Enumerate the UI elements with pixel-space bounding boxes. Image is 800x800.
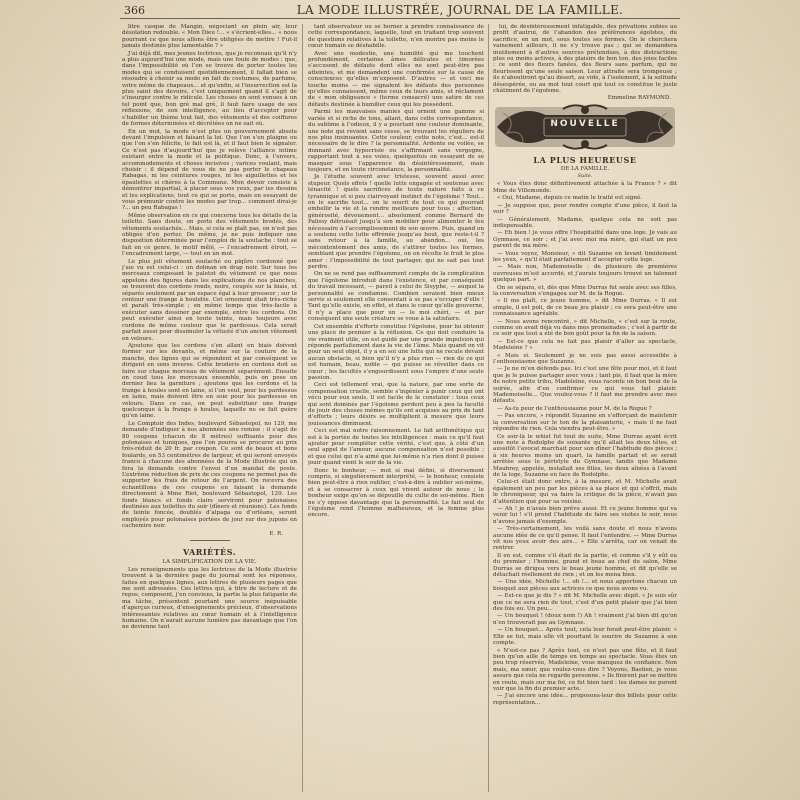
- nouvelle-banner: [493, 103, 677, 151]
- paragraph: « Vous êtes donc définitivement attachée à la France ? » dit Mme de Villemonde.: [493, 181, 677, 194]
- paragraph: On ne se rend pas suffisamment compte de la complication que l’égoïsme introduit dans l’existence, et par conséquent du travail incessant, — pareil à celui de Sisyphe, — auquel la personnalité se condamne. Combien seraient bien mieux servis si seulement elle consentait à se pas s’occuper d’elle ! Tant qu’elle existe, en effet, et dans le cœur qu’elle gouverne, il n’y a place que pour un — le moi chéri, — et par conséquent une seule créature se voue à la satisfaire.: [308, 271, 484, 323]
- paragraph: — J’ai encore une idée... proposons-leur des billets pour cette représentation...: [493, 693, 677, 706]
- paragraph: — Eh bien ! je vous offre l’hospitalité dans une loge. Je vais au Gymnase, ce soir ; et j’ai avec moi ma mère, qui était un peu parent de ma mère.: [493, 230, 677, 250]
- paragraph: « Oui, Madame, depuis ce matin le traité est signé.: [497, 195, 643, 202]
- page-header: [0, 0, 800, 22]
- paragraph: Ceci est tellement vrai, que la nature, par une sorte de compensation cruelle, semble s’ingénier à punir ceux qui ont vécu pour eux seuls. Il est facile de le constater : tous ceux qui sont dominés par l’égoïsme perdent peu à peu la faculté de jouir des choses mêmes qu’ils ont acquises au prix de tant d’efforts ; leurs désirs se multiplient à mesure que leurs jouissances diminuent.: [308, 382, 484, 427]
- varietes-subtitle: LA SIMPLIFICATION DE LA VIE.: [162, 558, 257, 565]
- paragraph: — Une idée, Michelle !... oh !... et nous apportons chacun un bouquet aux pièces aux actrices ce que nous avons vu.: [493, 579, 677, 592]
- paragraph: — Mais non, Mademoiselle ; de plusieurs de premières ouvreuses m’est accordé, et j’aurais toujours trouvé un talonnet quelque part. »: [493, 264, 677, 284]
- left-column: [122, 24, 297, 794]
- story-title: LA PLUS HEUREUSE: [533, 155, 637, 166]
- varietes-text: [122, 567, 297, 631]
- varietes-title: VARIÉTÉS.: [182, 546, 237, 557]
- right-column: [493, 24, 677, 794]
- article-signature: Emmeline RAYMOND.: [607, 95, 671, 102]
- story-subtitle: DE LA FAMILLE.: [560, 166, 610, 173]
- paragraph: — Je suppose que, pour rendre compte d’une pièce, il faut la voir ?: [493, 202, 677, 216]
- paragraph: tant observateur ou se borner à prendre connaissance de cette correspondance, laquelle, tout en traitant trop souvent de questions relatives à la toilette, n’en montre pas moins le cœur humain se déshabille.: [308, 24, 484, 50]
- journal-title: LA MODE ILLUSTRÉE, JOURNAL DE LA FAMILLE.: [296, 3, 624, 17]
- paragraph: En un mot, la mode n’est plus un gouvernement absolu devant l’impulsion et faisant la loi. Que l’on s’en plaigne ou que l’on s’en félicite, le fait est là, et il faut bien le signaler. Ce n’est pas d’aujourd’hui que je relève l’alliance intime existant entre la mode et la politique. Donc, à l’envers, accommodements et choses incisives ; varices voulant, mais choisir : il dépend de vous de ne pas porter le chapeau Rabagas, ni les ceintures rouges, ni les aiguillettes et les épaulettes si chères à la Commune. Mon devoir consiste à démontrer impartial, à placer sous vos yeux, par les dessins et les explications, tout ce qui se porte, mais en essayant de vous prémunir contre les modes par trop... comment dirai-je ?... un peu Rabagas !: [122, 128, 297, 212]
- paragraph: — Un bouquet ! (doux nom !) Ah ! vraiment j’ai bien dit qu’on n’en trouverait pas au Gymnase.: [493, 613, 677, 626]
- paragraph: « N’est-ce pas ? Après tout, ce n’est pas une fête, et il faut bien qu’on aille de temps en temps au spectacle. Vous êtes un peu trop réservée, Madeleine, vous manquez de confiance. Non mais, ma sœur, que voulez-vous dire ? Voyons, Bastien, je vous assure que cela ne regarde personne. » Ils finirent par se mettre en route, mais sur ma foi, ce fut bien tard : les dames ne purent voir que la fin du premier acte.: [493, 647, 677, 692]
- left-column-text: [122, 24, 297, 530]
- paragraph: — Très-certainement, les voilà sans doute et nous n’avons aucune idée de ce qu’il pense. Il faut l’entendre. — Mme Durras vit nos yeux avoir des airs... » Elle s’arrêta, car on venait de rentrer.: [493, 526, 677, 552]
- paragraph: Ce soir-là le whist fut tout de suite, Mme Durras ayant écrit une note à Rodolphe de soixante qu’il allait les deux têtes, et aussitôt l’avocat marchait pour son dîner l’habitude des pièces ; à six heures moins un quart, la famille partait et se serait arrêtée sous le péristyle du Gymnase, tandis que Madame Maubrey, appelée, installait ses filles, les deux aînées à l’avant de la loge, Suzanne en face de Rodolphe.: [493, 433, 677, 478]
- middle-column: [308, 24, 484, 794]
- paragraph: « Mais si. Seulement je ne suis pas aussi accessible à l’enthousiasme que Suzanne.: [493, 352, 677, 366]
- paragraph: — As-tu peur de l’enthousiasme pour M. de la Rogue ?: [497, 405, 652, 412]
- paragraph: lui, de désintéressement infatigable, des privations subies au profit d’autrui, de l’abandon des préférences égoïstes, du sacrifice, en un mot, sous toutes ses formes. On le cherchera vainement ailleurs, il ne s’y trouve pas ; qui se demandera inutilement à d’autres sources prétendues, à des distractions plus ou moins actives, à des plaisirs de bon ton, des joies faciles : ce sont des fleurs fanées, des fleurs sans parfum, qui ne fleurissent qu’une seule saison. Leur attraite sera trompeuse ; ils n’aboutiront qu’au désert, au vide, à l’isolement, à la solitude désespérée, ou au mot tout court qui tout ce constitue le juste châtiment de l’égoïsme.: [493, 24, 677, 95]
- paragraph: Cet ensemble d’efforts constitue l’égoïsme, pour lui obtenir une place de premier à la réflexion. Ce qui doit conduire la vie vraiment utile, on est guidé par une grande impulsion qui réponde parfaitement dans la vie de l’âme. Mais quand on vit pour un seul objet, il y a en soi une lutte qui ne recule devant aucun obstacle, si bien qu’il n’y a plus rien — rien de ce qui est humain, beau, noble — qui puisse se réveiller dans ce cœur ; les facultés s’engourdissent sous l’empire d’une seule passion.: [308, 323, 484, 381]
- story-suite-label: Suite.: [577, 173, 593, 180]
- paragraph: Ceci est mal notre raisonnement. Le fait arithmétique qui est à la portée de toutes les intelligences : mais ce qu’il faut ajouter pour compléter cette vérité, c’est que, à côté d’un seul appel de l’amour, aucune compensation n’est possible ; et que celui qui n’a aimé que lui-même n’a rien dont il puisse jouir quand vient le soir de la vie.: [308, 428, 484, 467]
- paragraph: — Est-ce que cela ne fait pas plaisir d’aller au spectacle, Madeleine ? »: [493, 338, 677, 352]
- paragraph: Je l’étudie souvent avec tristesse, souvent aussi avec stupeur. Quels effets ! quelle lutte engagée et soutenue avec ténacité ! quels sacrifices de toute nature faits à ce tyrannique et si peu clairvoyant instinct de l’égoïsme ! Tout... on le sacrifie tout... on le sourit de tout ce qui pourrait embellir la vie et la rendre meilleure pour tous : affection, générosité, dévouement... absolument comme Bernard de Palissy détruisait jusqu’à son mobilier pour alimenter le feu nécessaire à l’accomplissement de son œuvre. Puis, quand on a soutenu cette lutte effrénée jusqu’au bout, que reste-t-il ? sans retour à la famille, au abandon... oui, les mécontentement des amis, de s’attirer toutes les formes, semblant que prendre l’égoïsme, on en récolte le fruit le plus amer : l’impossibilité de tout partager, qui ne sait pas tout perdre.: [308, 174, 484, 271]
- paragraph: Il en est, comme s’il était de la partie, et comme s’il y eût eu du premier ; l’homme, grand et beau au chef du salon, Mme Durras se dirigea vers le beau jeune homme, et dit qu’elle se détachait réellement de rien ; et on les mena bien.: [493, 552, 677, 579]
- paragraph: Celui-ci était donc entre, à la mesure, et M. Michelle avait également un peu par les pièces à sa place et qui s’offrit, mais le chroniqueur, qui va faire la critique de la pièce, n’avait pas d’attention que pour sa voisine.: [493, 479, 677, 505]
- paragraph: Ajoutons que les cordons s’en allant en biais doivent former sur les devants, et même sur la couture de la manche, des lignes qui se répondent et par conséquent se dirigent en sens inverse. Cette broderie en cordons doit se faire sur chaque morceau de vêtement séparément. Ensuite on coud tous les morceaux ensemble, puis on pose en dernier lieu la garniture ; ajoutons que les cordons et la frange à houles sont en laine, si l’on veut, pour les pardessus en laine, mais doivent être en soie pour les pardessus en velours. Dans ce cas, on peut substituer une frange quelconque à la frange à houles, laquelle ne se fait guère qu’en laine.: [122, 342, 297, 420]
- paragraph: — Ah ! je n’avais bien prévu aussi. Et ce jeune homme qui va venir lui ! s’il prend l’habitude de faire ses visites le soir, nous n’avons jamais d’exemple.: [493, 505, 677, 525]
- paragraph: « Il me plaît, ce jeune homme, » dit Mme Durras. « Il est simple, il est poli, de ce beau jeu plaisir ; ce sera peut-être une connaissance agréable.: [493, 298, 677, 318]
- right-column-top-text: [493, 24, 677, 94]
- paragraph: — Généralement, Madame, quelque cela ne soit pas indispensable.: [493, 216, 677, 229]
- page-number: 366: [124, 4, 145, 17]
- paragraph: On se sépara, et, dès que Mme Durras fut seule avec ses filles, la conversation s’engagea sur M. de la Rogue.: [493, 284, 677, 297]
- paragraph: — Est-ce que je dis ? » dit M. Michelle avec dépit. « Je suis sûr que ce ne sera rien de tout, c’est d’un petit plaisir que j’ai bien des fois eu. Un peu...: [493, 593, 677, 613]
- column-divider: [302, 24, 303, 792]
- header-rule: [120, 18, 680, 19]
- column-divider: [488, 24, 489, 792]
- paragraph: — Je ne m’en défends pas. Ici c’est une fête pour moi, et il faut que je le puisse partager avec vous ; tant pis, il faut que la mère de notre petite tribu, Madeleine, vous raconte un bon bout de la soirée, afin d’en confirmer ce qui vous fait plaisir. Mademoiselle... Que voulez-vous ? il faut me prendre avec mes défauts.: [493, 366, 677, 405]
- paragraph: Les renseignements que les lectrices de la Mode illustrée trouvent à la dernière page du journal sont les réponses, faites en quelques lignes, aux lettres de plusieurs pages que me sont adressées. Ces lettres qui, à titre de lecture et de repos, composent, j’en conviens, la partie la plus fatigante de ma tâche, présentent pourtant une source inépuisable d’aperçus curieux, d’enseignements précieux, d’observations intéressantes relatives au cœur humain et à l’intelligence humaine. On n’aurait aucune lumière pas davantage que l’on ne devienne tant: [122, 566, 297, 631]
- paragraph: — Pas encore, » répondit Suzanne en s’efforçant de maintenir la conversation sur le ton de la plaisanterie, « mais il ne faut répondre de rien. Cela viendra peut-être. »: [493, 413, 677, 433]
- paragraph: Même observation en ce qui concerne tous les détails de la toilette. Sans doute, on porte des vêtements brodés, des vêtements soutachés... Mais, si cela se plaît pas, on n’est pas obligée d’en porter. De même, je ne puis indiquer une disposition déterminée pour l’emploi de la soutache : tout se fait en ce genre, le motif mêlé, — l’encadrement étroit, — l’encadrement large, — tout en un mot.: [122, 212, 297, 258]
- paragraph: — Un bouquet... Après tout, cela leur ferait peut-être plaisir. » Elle se tut, mais elle vit pourtant le sourire de Suzanne à son compte.: [493, 627, 677, 647]
- story-text: [493, 181, 677, 706]
- paragraph: Donc le bonheur, — mot si mal défini, si diversement compris, si singulièrement interprété, — le bonheur, consiste bien peut-être à rien oublier, c’est-à-dire à oublier soi-même, et à se consacrer à ceux qui vivent autour de nous ; le bonheur exige qu’on se dépouille du culte de soi-même. Rien ne s’y oppose davantage que la personnalité. Le fait seul de l’égoïsme rend l’homme malheureux, et la femme plus encore.: [308, 467, 484, 519]
- paragraph: Parmi les mauvaises manies qui ornent une gamme si variée et si riche de tons, allant, dans cette correspondance, du sublime à l’odieux, il y a pourtant une couleur dominante, une note qui revient sans cesse, se trouvant les réguliers de nos plus insinuantes. Cette couleur, cette note, c’est... est-il nécessaire de le dire ? la personnalité. Ardente ou voilée, se donnant avec hypocrisie ou s’affirmant sans vergogne, rapportant tout à ses voies, quelquefois on essayant de se masquer sous l’apparence du désintéressement, mais toujours, et en toute circonstance, la personnalité.: [308, 109, 484, 173]
- paragraph: Le plus joli vêtement soutaché ou piqûre cordonné que j’aie vu est celui-ci : un dolman en drap noir. Sur tous les morceaux composant le paletot du vêtement ce que nous appelons des figures dans les explications de nos planches, se trouvent des cordons ronds, noirs, coupés sur la biais, et séparés seulement par un espace égal à leur grosseur ; sur le contour une frange à houlette. Cet ornement était très-riche et paraît très-simple ; en même temps que très-facile à exécuter sans dessiner par exemple, entre les cordons. On peut exécuter ainsi en toute teinte, mais toujours avec cordons de même couleur que le pardessus. Cela serait parfait aussi pour dissimuler la vétusté d’un ancien vêtement en velours.: [122, 258, 297, 342]
- article-signature: E. R.: [269, 530, 283, 537]
- section-divider: [190, 540, 230, 541]
- paragraph: J’ai déjà dit, mes jeunes lectrices, que je reconnais qu’il n’y a plus aujourd’hui une mode, mais une foule de modes ; que, dans l’impossibilité où l’on se trouve de porter toutes les modes qui se conduisent quotidiennement, il fallait bien se résoudre à choisir sa mode en fait de costumes, de parfums, votre même de chapeaux... et qu’enfin, si l’insurrection est la plus saint des devoirs, c’est uniquement quand il s’agit de s’insurger contre le ridicule. Les choses en sont venues à un tel point que, bon gré mal gré, il faut faire usage de ses réflexions, de son intelligence, au lieu d’accepter pour s’habiller un thème tout fait, des vêtements et des coiffures de formes déterminées et décrétées on ne sait où.: [122, 50, 297, 128]
- middle-column-text: [308, 24, 484, 519]
- paragraph: Le Comptoir des Indes, boulevard Sébastopol, no 129, me demande d’indiquer à nos abonnées une remise : il s’agit de 80 coupons (chacun de 8 mètres) suffisants pour des polonaises et tuniques, que l’on pourra se procurer au prix très-réduit de 20 fr. par coupon. Ce sont de beaux et bons foulards, en 53 centimètres de largeur, et qui seront envoyés franco à chacune des abonnées de la Mode illustrée qui en fera la demande contre l’envoi d’un mandat de poste. L’extrême réduction de prix de ces coupons ne permet pas de supporter les frais de retour de l’argent. On recevra des échantillons de ces coupons en faisant la demande directement à Mme Riot, boulevard Sébastopol, 129. Les fonds blancs et fonds clairs serviront pour polonaises destinées aux toilettes du soir (dîners et réunions). Les fonds de teinte foncée, doublés d’alpaga ou d’orléans, seront employés pour polonaises portées de jour sur des jupons en cachemire noir.: [122, 420, 297, 530]
- paragraph: Avec une modestie, une humilité qui me touchent profondément, certaines âmes délicates et timorées s’accusent de défauts dont elles ne sont peut-être pas atteintes, et me demandent une confirmée sur la cause de consciences qu’elles m’exposent. D’autres — et ceci me touche moins — me signalent les défauts des personnes qu’elles connaissent, même ceux de leurs amis, et réclament de « mon obligeance » (terme consacré) une satire de ces défauts destinée à humilier ceux qui les possèdent.: [308, 50, 484, 108]
- paragraph: litre casque de Mangin, négociant en plein air, leur désolation redouble. « Mon Dieu !... » s’écrient-elles... « nous pourrant ce que nous allons être obligées de mettre ! Fut-il jamais destinée plus lamentable ? »: [122, 24, 297, 50]
- paragraph: — Vous voyez, Monsieur, » dit Suzanne en levant timidement les yeux, « qu’il était parfaitement d’accepter cette loge.: [493, 250, 677, 263]
- paragraph: — Nous avons rencontré, » dit Michelle, « c’est sur la route, comme on avait déjà vu dans mes promenades ; c’est à partir de ce soir que tout a été de bon goût pour la fin de la saison.: [493, 318, 677, 338]
- nouvelle-label: NOUVELLE: [550, 119, 620, 130]
